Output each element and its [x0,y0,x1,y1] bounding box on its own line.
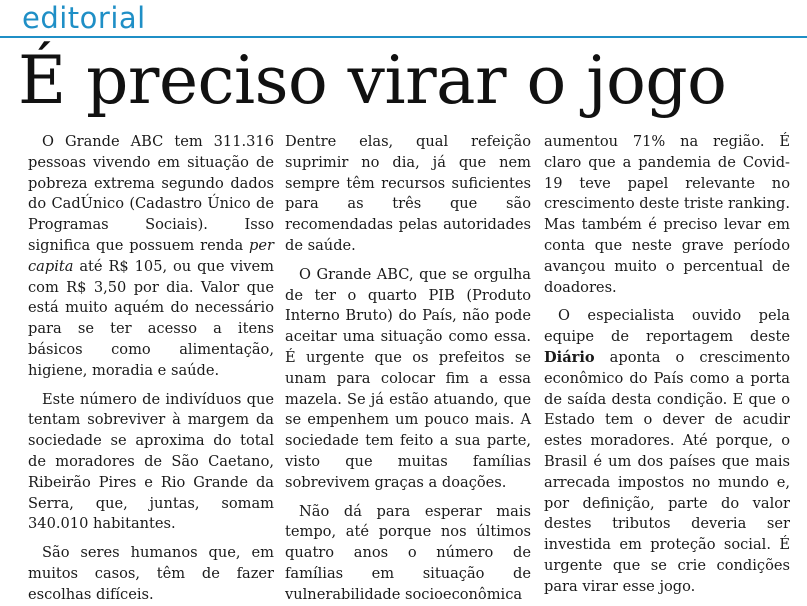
text-run: O especialista ouvido pela equipe de reportagem deste [544,307,790,346]
text-run: Dentre elas, qual refeição suprimir no dia, já que nem sempre têm recursos suficientes para as três que são recomendadas pelas autoridades de saúde. [285,133,531,254]
section-label: editorial [22,1,146,35]
paragraph [285,502,531,606]
paragraph [544,132,790,298]
text-run: São seres humanos que, em muitos casos, têm de fazer escolhas difíceis. [28,544,274,603]
italic-text: per capita [28,236,274,275]
text-run: aponta o crescimento econômico do País como a porta de saída desta condição. E que o Estado tem o dever de acudir estes moradores. Até porque, o Brasil é um dos países que mais arrecada impostos no mundo e, por definição, parte do valor destes tributos deveria ser investida em proteção social. É urgente que se crie condições para virar esse jogo. [544,348,790,595]
article-column-3 [544,132,790,598]
bold-text: Diário [544,348,595,366]
paragraph [285,132,531,257]
text-run: O Grande ABC, que se orgulha de ter o quarto PIB (Produto Interno Bruto) do País, não pode aceitar uma situação como essa. É urgente que os prefeitos se unam para colocar fim a essa mazela. Se já estão atuando, que se empenhem um pouco mais. A sociedade tem feito a sua parte, visto que muitas famílias sobrevivem graças a doações. [285,265,531,491]
text-run: O Grande ABC tem 311.316 pessoas vivendo em situação de pobreza extrema segundo dados do CadÚnico (Cadastro Único de Programas Sociais). Isso significa que possuem renda [28,133,274,254]
text-run: Não dá para esperar mais tempo, até porque nos últimos quatro anos o número de famílias em situação de vulnerabilidade socioeconômica [285,502,531,603]
paragraph [544,306,790,597]
article-column-2 [285,132,531,606]
paragraph [28,390,274,536]
headline: É preciso virar o jogo [18,42,727,119]
text-run: aumentou 71% na região. É claro que a pandemia de Covid-19 teve papel relevante no crescimento deste triste ranking. Mas também é preciso levar em conta que neste grave período avançou muito o percentual de doadores. [544,133,790,296]
paragraph [285,265,531,494]
section-rule [0,36,807,38]
article-column-1 [28,132,274,606]
text-run: Este número de indivíduos que tentam sobreviver à margem da sociedade se aproxima do total de moradores de São Caetano, Ribeirão Pires e Rio Grande da Serra, que, juntas, somam 340.010 habitantes. [28,390,274,533]
paragraph [28,543,274,605]
text-run: até R$ 105, ou que vivem com R$ 3,50 por dia. Valor que está muito aquém do necessário para se ter acesso a itens básicos como alimentação, higiene, moradia e saúde. [28,257,274,379]
paragraph [28,132,274,382]
